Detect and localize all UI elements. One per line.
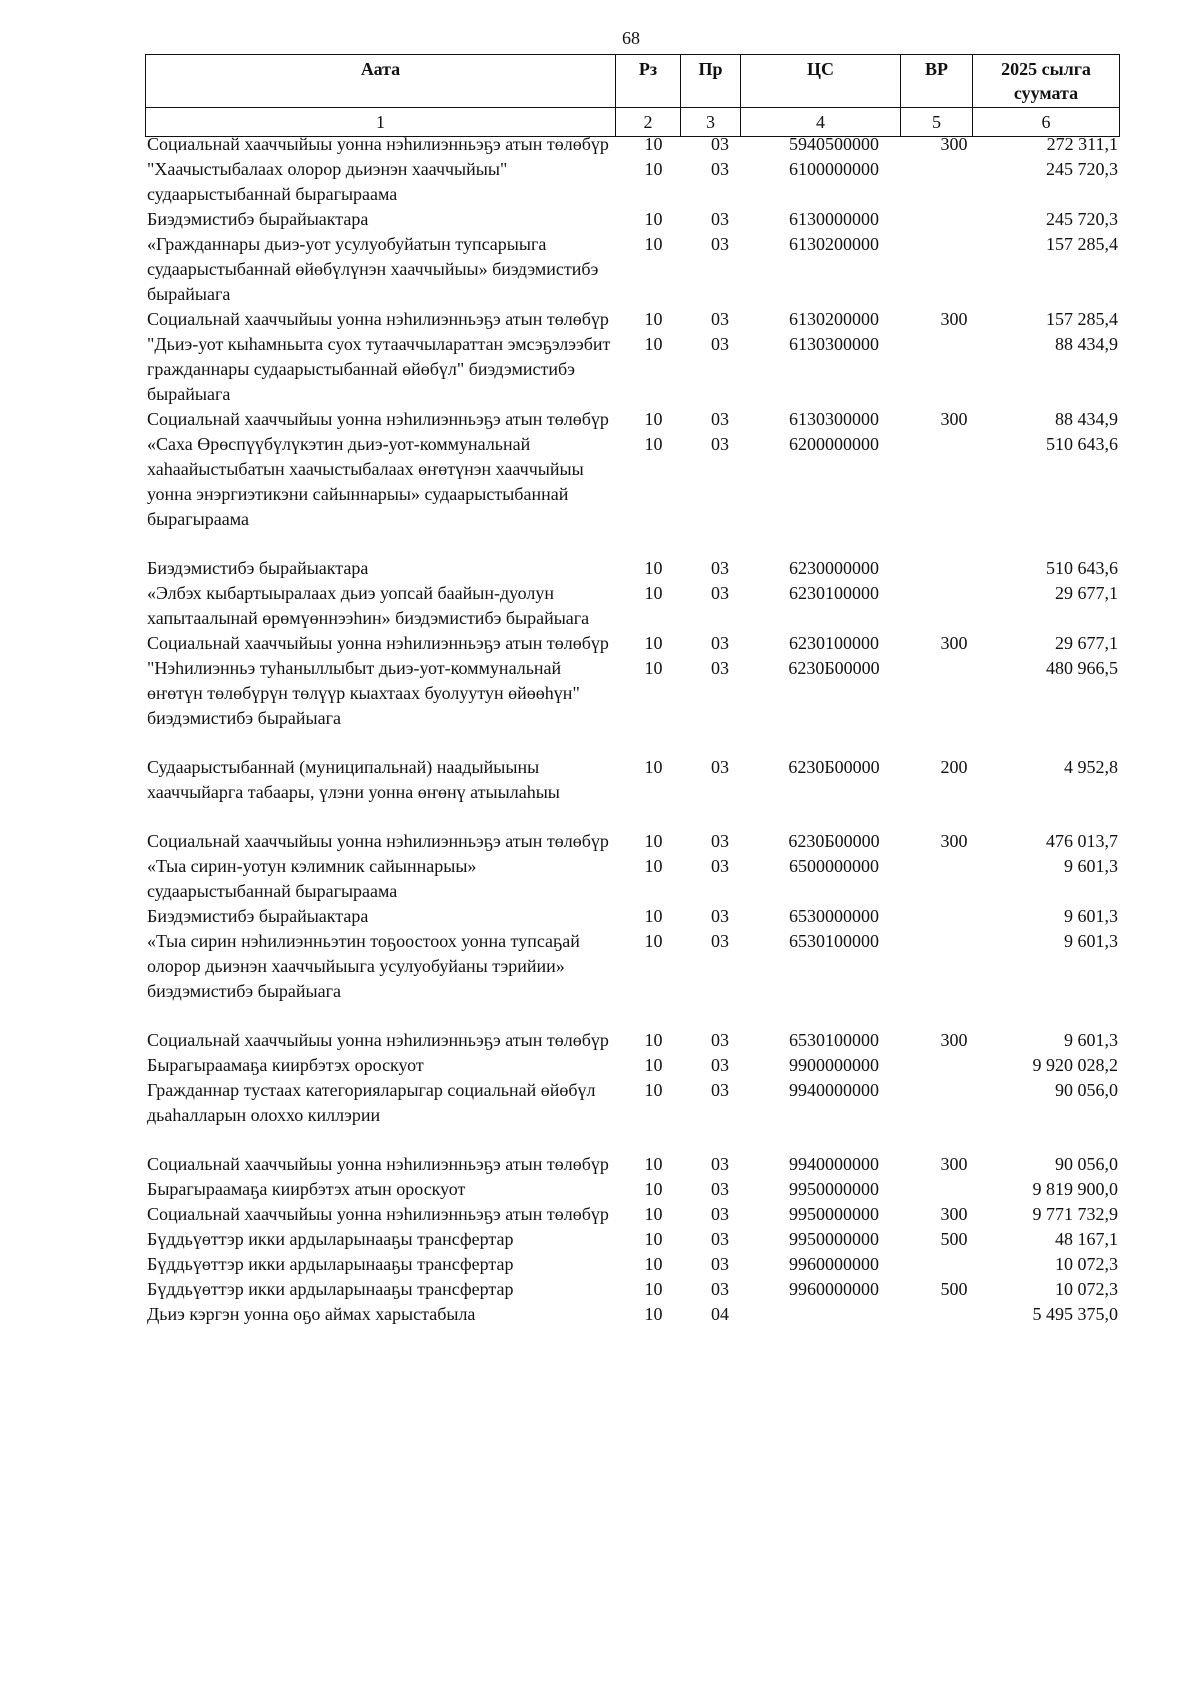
row-vr	[916, 432, 992, 556]
row-sum: 245 720,3	[1046, 159, 1118, 179]
row-name: Дьиэ кэргэн уонна оҕо аймах харыстабыла	[147, 1304, 476, 1324]
row-cs: 6530100000	[789, 931, 879, 951]
row-name: Бүддьүөттэр икки ардыларынааҕы трансфертар	[147, 1229, 514, 1249]
row-vr: 300	[940, 831, 968, 851]
row-sum: 9 819 900,0	[1032, 1179, 1118, 1199]
row-vr	[916, 1177, 992, 1202]
row-sum: 480 966,5	[1046, 658, 1118, 678]
row-rz: 10	[644, 558, 663, 578]
row-rz: 10	[644, 159, 663, 179]
row-name: Биэдэмистибэ бырайыактара	[147, 209, 369, 229]
table-row	[145, 829, 1120, 854]
row-cs: 6130200000	[789, 234, 879, 254]
row-name: «Саха Өрөспүүбүлүкэтин дьиэ-уот-коммунальнай хаһаайыстыбатын хаачыстыбалаах өҥөтүнэн хааччыйыы уонна энэргиэтикэни сайыннарыы» судаарыстыбаннай бырагыраама	[147, 434, 584, 529]
header-number-5: 5	[901, 108, 973, 137]
row-name: «Тыа сирин нэһилиэнньэтин тоҕоостоох уонна тупсаҕай олорор дьиэнэн хааччыйыыга усулуобуйаны тэрийии» биэдэмистибэ бырайыага	[147, 931, 580, 1001]
row-cs: 9960000000	[789, 1254, 879, 1274]
row-name: Бүддьүөттэр икки ардыларынааҕы трансфертар	[147, 1279, 514, 1299]
row-pr: 03	[711, 558, 729, 578]
row-pr: 03	[711, 134, 729, 154]
row-sum: 9 601,3	[1064, 1030, 1118, 1050]
table-row	[145, 232, 1120, 307]
row-rz: 10	[644, 1279, 663, 1299]
row-vr: 300	[940, 1030, 968, 1050]
row-rz: 10	[644, 209, 663, 229]
header-cs: ЦС	[741, 55, 901, 108]
row-sum: 9 601,3	[1064, 906, 1118, 926]
table-row	[145, 631, 1120, 656]
row-cs: 6230Б00000	[788, 831, 880, 851]
row-vr: 300	[940, 409, 968, 429]
row-cs: 9950000000	[789, 1204, 879, 1224]
row-pr: 03	[711, 209, 729, 229]
row-cs: 6230100000	[789, 633, 879, 653]
row-sum: 9 920 028,2	[1032, 1055, 1118, 1075]
row-rz: 10	[644, 134, 663, 154]
header-rz: Рз	[616, 55, 681, 108]
row-vr: 300	[940, 1154, 968, 1174]
page-number: 68	[622, 28, 640, 48]
row-rz: 10	[644, 856, 663, 876]
row-pr: 03	[711, 1030, 729, 1050]
row-vr: 200	[940, 757, 968, 777]
row-name: Гражданнар тустаах категорияларыгар социальнай өйөбүл дьаһалларын олоххо киллэрии	[147, 1080, 596, 1125]
row-sum: 476 013,7	[1046, 831, 1118, 851]
table-row	[145, 1152, 1120, 1177]
row-cs: 6200000000	[789, 434, 879, 454]
row-cs: 6230000000	[789, 558, 879, 578]
row-name: "Нэһилиэнньэ туһаныллыбыт дьиэ-уот-коммунальнай өҥөтүн төлөбүрүн төлүүр кыахтаах буолуутун өйөөһүн" биэдэмистибэ бырайыага	[147, 658, 580, 728]
row-cs: 9900000000	[789, 1055, 879, 1075]
row-sum: 510 643,6	[1046, 558, 1118, 578]
row-sum: 10 072,3	[1055, 1279, 1118, 1299]
row-vr	[916, 207, 992, 232]
row-vr	[916, 854, 992, 904]
row-vr: 300	[940, 633, 968, 653]
row-vr: 300	[940, 1204, 968, 1224]
row-rz: 10	[644, 658, 663, 678]
table-row	[145, 157, 1120, 207]
row-cs: 6130300000	[789, 409, 879, 429]
row-name: Бүддьүөттэр икки ардыларынааҕы трансфертар	[147, 1254, 514, 1274]
row-pr: 03	[711, 931, 729, 951]
row-name: Социальнай хааччыйыы уонна нэһилиэнньэҕэ атын төлөбүр	[147, 1154, 609, 1174]
row-sum: 9 601,3	[1064, 856, 1118, 876]
row-rz: 10	[644, 757, 663, 777]
row-rz: 10	[644, 234, 663, 254]
row-name: «Элбэх кыбартыыралаах дьиэ уопсай баайын-дуолун хапытаалынай өрөмүөннээһин» биэдэмистибэ бырайыага	[147, 583, 590, 628]
row-rz: 10	[644, 334, 663, 354]
row-name: "Дьиэ-уот кыһамньыта суох тутааччылараттан эмсэҕэлээбит гражданнары судаарыстыбаннай өйөбүл" биэдэмистибэ бырайыага	[147, 334, 611, 404]
row-vr	[916, 1053, 992, 1078]
header-sum: 2025 сылга суумата	[973, 55, 1120, 108]
row-pr: 03	[711, 1154, 729, 1174]
row-sum: 510 643,6	[1046, 434, 1118, 454]
row-name: Биэдэмистибэ бырайыактара	[147, 558, 369, 578]
row-rz: 10	[644, 583, 663, 603]
table-row	[145, 929, 1120, 1028]
row-sum: 9 771 732,9	[1032, 1204, 1118, 1224]
row-vr	[916, 232, 992, 307]
row-pr: 03	[711, 906, 729, 926]
row-pr: 03	[711, 159, 729, 179]
row-sum: 88 434,9	[1055, 409, 1118, 429]
row-pr: 03	[711, 1254, 729, 1274]
row-sum: 245 720,3	[1046, 209, 1118, 229]
table-row	[145, 407, 1120, 432]
row-name: Социальнай хааччыйыы уонна нэһилиэнньэҕэ атын төлөбүр	[147, 831, 609, 851]
table-row	[145, 1177, 1120, 1202]
table-row	[145, 432, 1120, 556]
row-rz: 10	[644, 1229, 663, 1249]
table-row	[145, 1078, 1120, 1152]
row-name: Социальнай хааччыйыы уонна нэһилиэнньэҕэ атын төлөбүр	[147, 309, 609, 329]
row-rz: 10	[644, 1254, 663, 1274]
row-vr: 300	[940, 309, 968, 329]
row-vr	[916, 157, 992, 207]
row-pr: 03	[711, 757, 729, 777]
row-rz: 10	[644, 906, 663, 926]
table-row	[145, 1277, 1120, 1302]
header-row	[146, 55, 1120, 108]
row-sum: 88 434,9	[1055, 334, 1118, 354]
row-cs: 6530000000	[789, 906, 879, 926]
table-row	[145, 854, 1120, 904]
row-pr: 03	[711, 1179, 729, 1199]
row-vr	[916, 1252, 992, 1277]
row-rz: 10	[644, 434, 663, 454]
header-number-4: 4	[741, 108, 901, 137]
row-cs: 9960000000	[789, 1279, 879, 1299]
table-row	[145, 1302, 1120, 1327]
row-rz: 10	[644, 1080, 663, 1100]
table-row	[145, 656, 1120, 755]
row-vr	[916, 332, 992, 407]
row-name: «Тыа сирин-уотун кэлимник сайыннарыы» судаарыстыбаннай бырагыраама	[147, 856, 477, 901]
row-pr: 03	[711, 583, 729, 603]
row-pr: 03	[711, 309, 729, 329]
row-pr: 03	[711, 1229, 729, 1249]
table-row	[145, 1227, 1120, 1252]
row-cs: 5940500000	[789, 134, 879, 154]
row-sum: 90 056,0	[1055, 1080, 1118, 1100]
row-vr	[916, 581, 992, 631]
table-row	[145, 132, 1120, 157]
row-cs: 6230100000	[789, 583, 879, 603]
row-cs: 9940000000	[789, 1154, 879, 1174]
row-pr: 03	[711, 234, 729, 254]
row-pr: 03	[711, 434, 729, 454]
header-number-1: 1	[146, 108, 616, 137]
row-cs: 6230Б00000	[788, 757, 880, 777]
row-cs: 6530100000	[789, 1030, 879, 1050]
row-cs: 6130200000	[789, 309, 879, 329]
table-row	[145, 1202, 1120, 1227]
row-pr: 03	[711, 1204, 729, 1224]
row-sum: 29 677,1	[1055, 633, 1118, 653]
row-pr: 03	[711, 1080, 729, 1100]
row-rz: 10	[644, 633, 663, 653]
row-sum: 4 952,8	[1064, 757, 1118, 777]
header-vr: ВР	[901, 55, 973, 108]
row-name: «Гражданнары дьиэ-уот усулуобуйатын тупсарыыга судаарыстыбаннай өйөбүлүнэн хааччыйыы» биэдэмистибэ бырайыага	[147, 234, 599, 304]
row-pr: 03	[711, 1279, 729, 1299]
row-cs: 6130000000	[789, 209, 879, 229]
row-rz: 10	[644, 1055, 663, 1075]
row-name: "Хаачыстыбалаах олорор дьиэнэн хааччыйыы" судаарыстыбаннай бырагыраама	[147, 159, 508, 204]
row-name: Судаарыстыбаннай (муниципальнай) наадыйыыны хааччыйарга табаары, үлэни уонна өҥөнү атыылаһыы	[147, 757, 560, 802]
row-cs: 6230Б00000	[788, 658, 880, 678]
row-vr	[916, 1078, 992, 1152]
row-rz: 10	[644, 1304, 663, 1324]
row-vr: 300	[940, 134, 968, 154]
row-vr	[916, 656, 992, 755]
row-pr: 03	[711, 658, 729, 678]
row-vr	[916, 556, 992, 581]
table-row	[145, 904, 1120, 929]
row-rz: 10	[644, 309, 663, 329]
row-pr: 03	[711, 1055, 729, 1075]
row-pr: 03	[711, 633, 729, 653]
table-header	[145, 54, 1120, 137]
row-sum: 272 311,1	[1046, 134, 1118, 154]
row-rz: 10	[644, 831, 663, 851]
row-name: Бырагыраамаҕа киирбэтэх ороскуот	[147, 1055, 424, 1075]
row-cs	[752, 1302, 916, 1327]
row-name: Социальнай хааччыйыы уонна нэһилиэнньэҕэ атын төлөбүр	[147, 1204, 609, 1224]
table-row	[145, 1028, 1120, 1053]
table-row	[145, 307, 1120, 332]
row-vr	[916, 929, 992, 1028]
budget-table	[145, 132, 1120, 1327]
row-name: Социальнай хааччыйыы уонна нэһилиэнньэҕэ атын төлөбүр	[147, 633, 609, 653]
row-name: Социальнай хааччыйыы уонна нэһилиэнньэҕэ атын төлөбүр	[147, 134, 609, 154]
row-cs: 9950000000	[789, 1179, 879, 1199]
row-rz: 10	[644, 931, 663, 951]
header-number-6: 6	[973, 108, 1120, 137]
row-rz: 10	[644, 409, 663, 429]
row-sum: 29 677,1	[1055, 583, 1118, 603]
row-vr	[916, 1302, 992, 1327]
header-pr: Пр	[681, 55, 741, 108]
row-cs: 9940000000	[789, 1080, 879, 1100]
row-name: Социальнай хааччыйыы уонна нэһилиэнньэҕэ атын төлөбүр	[147, 409, 609, 429]
row-rz: 10	[644, 1030, 663, 1050]
row-sum: 10 072,3	[1055, 1254, 1118, 1274]
row-sum: 157 285,4	[1046, 309, 1118, 329]
row-sum: 157 285,4	[1046, 234, 1118, 254]
table-row	[145, 556, 1120, 581]
row-sum: 90 056,0	[1055, 1154, 1118, 1174]
header-name: Аата	[146, 55, 616, 108]
table-row	[145, 755, 1120, 829]
row-sum: 48 167,1	[1055, 1229, 1118, 1249]
row-cs: 6500000000	[789, 856, 879, 876]
row-cs: 9950000000	[789, 1229, 879, 1249]
table-row	[145, 1252, 1120, 1277]
row-pr: 04	[711, 1304, 729, 1324]
row-rz: 10	[644, 1204, 663, 1224]
header-number-2: 2	[616, 108, 681, 137]
row-vr	[916, 904, 992, 929]
row-pr: 03	[711, 856, 729, 876]
table-row	[145, 581, 1120, 631]
row-vr: 500	[940, 1279, 968, 1299]
table-row	[145, 332, 1120, 407]
table-row	[145, 1053, 1120, 1078]
row-pr: 03	[711, 409, 729, 429]
row-name: Бырагыраамаҕа киирбэтэх атын ороскуот	[147, 1179, 466, 1199]
row-sum: 5 495 375,0	[1032, 1304, 1118, 1324]
row-name: Социальнай хааччыйыы уонна нэһилиэнньэҕэ атын төлөбүр	[147, 1030, 609, 1050]
row-rz: 10	[644, 1179, 663, 1199]
header-number-3: 3	[681, 108, 741, 137]
table-row	[145, 207, 1120, 232]
row-cs: 6100000000	[789, 159, 879, 179]
row-cs: 6130300000	[789, 334, 879, 354]
row-name: Биэдэмистибэ бырайыактара	[147, 906, 369, 926]
row-rz: 10	[644, 1154, 663, 1174]
row-pr: 03	[711, 831, 729, 851]
row-vr: 500	[940, 1229, 968, 1249]
budget-table-body	[145, 132, 1120, 1327]
row-sum: 9 601,3	[1064, 931, 1118, 951]
row-pr: 03	[711, 334, 729, 354]
